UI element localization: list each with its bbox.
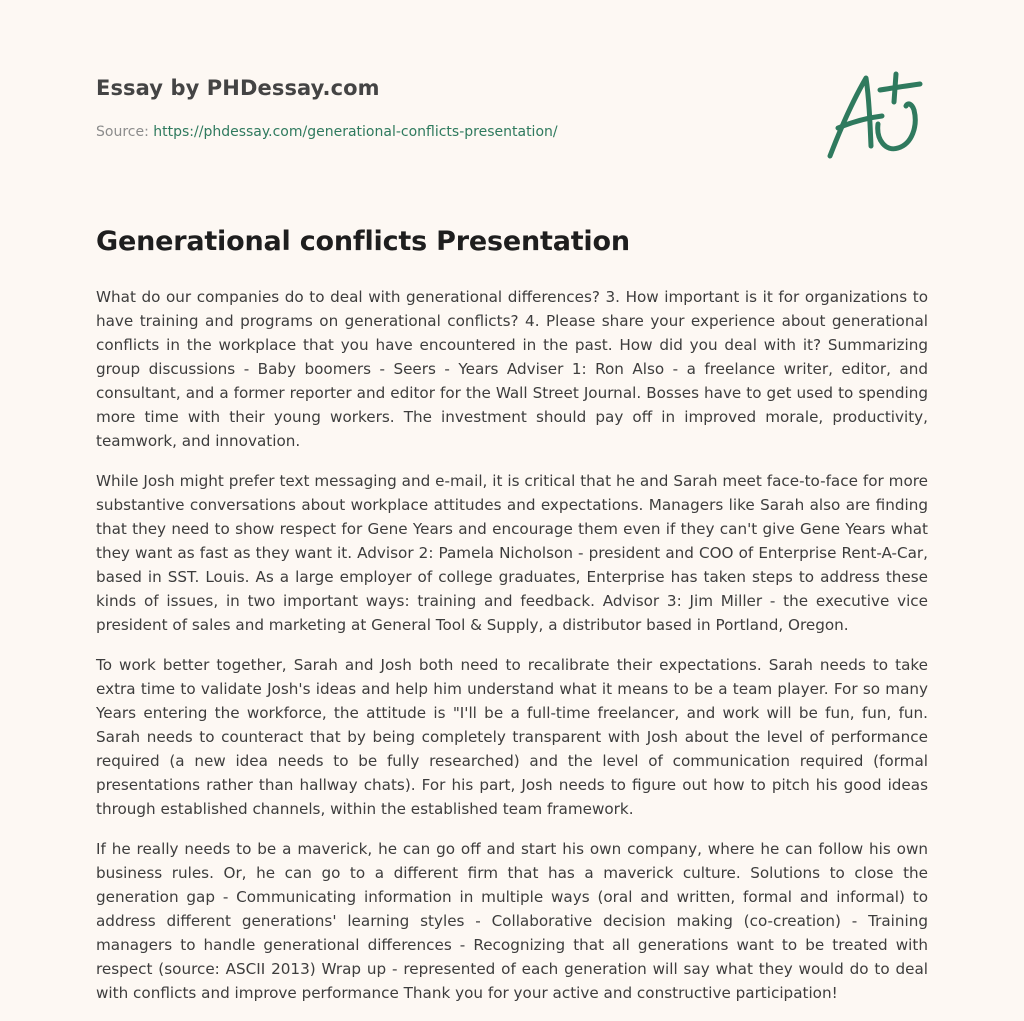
essay-paragraph: While Josh might prefer text messaging and e-mail, it is critical that he and Sarah meet face-to-face for more substantive conversations about workplace attitudes and expectations. Managers like Sarah also are finding that they need to show respect for Gene Years and encourage them even if they can't give Gene Years what they want as fast as they want it. Advisor 2: Pamela Nicholson - president and COO of Enterprise Rent-A-Car, based in SST. Louis. As a large employer of college graduates, Enterprise has taken steps to address these kinds of issues, in two important ways: training and feedback. Advisor 3: Jim Miller - the executive vice president of sales and marketing at General Tool & Supply, a distributor based in Portland, Oregon. <box>96 472 928 634</box>
essay-paragraph: To work better together, Sarah and Josh both need to recalibrate their expectations. Sarah needs to take extra time to validate Josh's ideas and help him understand what it means to be a team player. For so many Years entering the workforce, the attitude is "I'll be a full-time freelancer, and work will be fun, fun, fun. Sarah needs to counteract that by being completely transparent with Josh about the level of performance required (a new idea needs to be fully researched) and the level of communication required (formal presentations rather than hallway chats). For his part, Josh needs to figure out how to pitch his good ideas through established channels, within the established team framework. <box>96 656 928 818</box>
source-link[interactable]: https://phdessay.com/generational-conflicts-presentation/ <box>153 124 558 140</box>
source-line <box>96 124 558 140</box>
essay-paragraph: What do our companies do to deal with generational differences? 3. How important is it for organizations to have training and programs on generational conflicts? 4. Please share your experience about generational conflicts in the workplace that you have encountered in the past. How did you deal with it? Summarizing group discussions - Baby boomers - Seers - Years Adviser 1: Ron Also - a freelance writer, editor, and consultant, and a former reporter and editor for the Wall Street Journal. Bosses have to get used to spending more time with their young workers. The investment should pay off in improved morale, productivity, teamwork, and innovation. <box>96 288 928 450</box>
a-plus-grade-icon <box>822 68 928 164</box>
source-label: Source: <box>96 124 149 140</box>
essay-body <box>96 285 928 1021</box>
essay-title: Generational conflicts Presentation <box>96 226 630 257</box>
site-brand: Essay by PHDessay.com <box>96 76 380 100</box>
essay-paragraph: If he really needs to be a maverick, he can go off and start his own company, where he can follow his own business rules. Or, he can go to a different firm that has a maverick culture. Solutions to close the generation gap - Communicating information in multiple ways (oral and written, formal and informal) to address different generations' learning styles - Collaborative decision making (co-creation) - Training managers to handle generational differences - Recognizing that all generations want to be treated with respect (source: ASCII 2013) Wrap up - represented of each generation will say what they would do to deal with conflicts and improve performance Thank you for your active and constructive participation! <box>96 840 928 1002</box>
